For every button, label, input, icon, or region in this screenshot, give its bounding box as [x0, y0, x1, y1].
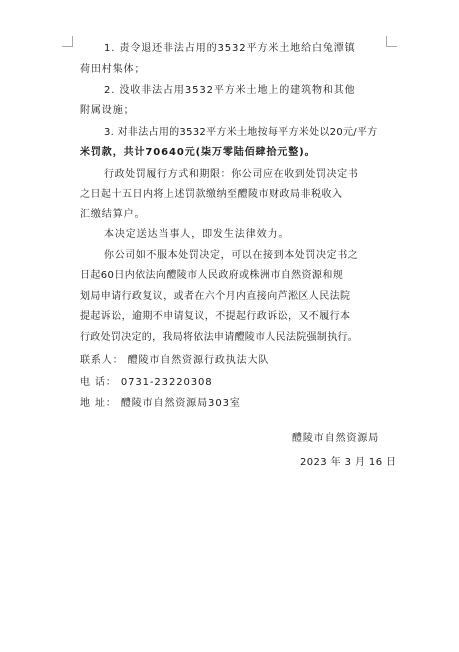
appeal-line-2: 日起60日内依法向醴陵市人民政府或株洲市自然资源和规	[80, 270, 344, 281]
signature-org: 醴陵市自然资源局	[292, 433, 380, 444]
item-2-line-2: 附属设施；	[80, 105, 135, 116]
payment-line-2: 之日起十五日内将上述罚款缴纳至醴陵市财政局非税收入	[80, 189, 343, 200]
appeal-line-5: 行政处罚决定的，我局将依法申请醴陵市人民法院强制执行。	[80, 332, 359, 343]
item-1-line-2: 荷田村集体；	[80, 64, 146, 75]
effect-line: 本决定送达当事人，即发生法律效力。	[104, 229, 290, 240]
payment-line-1: 行政处罚履行方式和期限：你公司应在收到处罚决定书	[104, 169, 359, 180]
signature-date: 2023 年 3 月 16 日	[300, 457, 397, 468]
item-3-line-1: 3. 对非法占用的3532平方米土地按每平方米处以20元/平方	[104, 127, 378, 138]
item-1-line-1: 1. 责令退还非法占用的3532平方米土地给白兔潭镇	[104, 43, 356, 54]
margin-corner-top-right	[386, 36, 397, 47]
margin-corner-top-left	[62, 36, 73, 47]
item-3-line-2: 米罚款，共计70640元(柒万零陆佰肆拾元整)。	[80, 147, 316, 158]
contact-address: 地 址： 醴陵市自然资源局303室	[80, 398, 241, 409]
payment-line-3: 汇缴结算户。	[80, 209, 146, 220]
appeal-line-4: 提起诉讼，逾期不申请复议，不提起行政诉讼，又不履行本	[80, 311, 351, 322]
contact-person: 联系人： 醴陵市自然资源行政执法大队	[80, 355, 270, 366]
contact-phone: 电 话： 0731-23220308	[80, 377, 213, 388]
appeal-line-1: 你公司如不服本处罚决定，可以在接到本处罚决定书之	[104, 250, 359, 261]
item-2-line-1: 2. 没收非法占用3532平方米土地上的建筑物和其他	[104, 85, 356, 96]
appeal-line-3: 划局申请行政复议，或者在六个月内直接向芦淞区人民法院	[80, 291, 351, 302]
